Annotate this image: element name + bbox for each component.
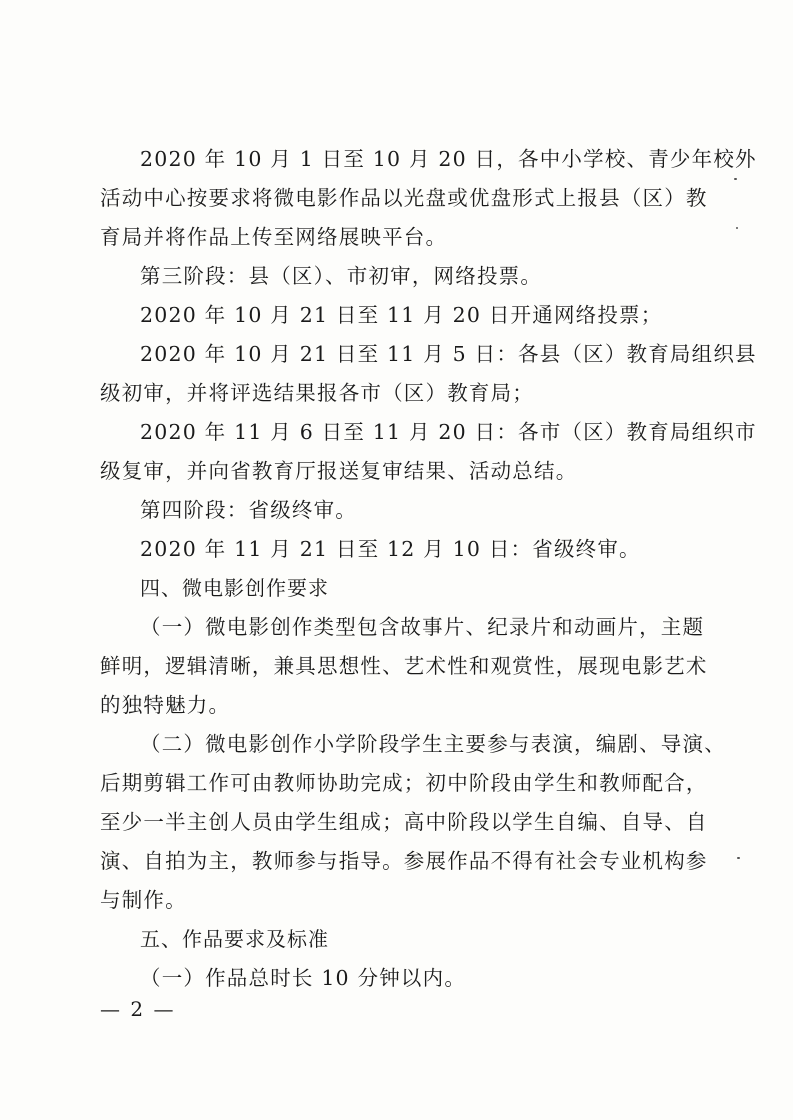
section-heading: 四、微电影创作要求: [140, 576, 329, 600]
scan-speck: [737, 857, 740, 859]
text-line: 第三阶段：县（区）、市初审，网络投票。: [140, 264, 543, 288]
text-line: 的独特魅力。: [100, 693, 231, 717]
text-line: 与制作。: [100, 888, 187, 912]
text-line: （一）微电影创作类型包含故事片、纪录片和动画片，主题: [140, 615, 705, 639]
text-line: 鲜明，逻辑清晰，兼具思想性、艺术性和观赏性，展现电影艺术: [100, 654, 708, 678]
text-line: 育局并将作品上传至网络展映平台。: [100, 225, 448, 249]
text-line: 第四阶段：省级终审。: [140, 498, 357, 522]
text-line: 级初审，并将评选结果报各市（区）教育局；: [100, 381, 534, 405]
scan-speck: [734, 178, 737, 180]
text-line: 至少一半主创人员由学生组成；高中阶段以学生自编、自导、自: [100, 810, 708, 834]
text-line: 级复审，并向省教育厅报送复审结果、活动总结。: [100, 459, 578, 483]
text-line: 后期剪辑工作可由教师协助完成；初中阶段由学生和教师配合，: [100, 771, 708, 795]
text-line: （一）作品总时长 10 分钟以内。: [140, 966, 467, 990]
text-line: 活动中心按要求将微电影作品以光盘或优盘形式上报县（区）教: [100, 186, 708, 210]
text-line: 演、自拍为主，教师参与指导。参展作品不得有社会专业机构参: [100, 849, 708, 873]
page-number: — 2 —: [100, 997, 176, 1021]
text-line: （二）微电影创作小学阶段学生主要参与表演，编剧、导演、: [140, 732, 726, 756]
section-heading: 五、作品要求及标准: [140, 927, 329, 951]
text-line: 2020 年 10 月 21 日至 11 月 20 日开通网络投票；: [140, 303, 663, 327]
text-line: 2020 年 11 月 21 日至 12 月 10 日：省级终审。: [140, 537, 641, 561]
scan-speck: [736, 227, 738, 229]
text-line: 2020 年 11 月 6 日至 11 月 20 日：各市（区）教育局组织市: [140, 420, 757, 444]
text-line: 2020 年 10 月 1 日至 10 月 20 日，各中小学校、青少年校外: [140, 147, 757, 171]
text-line: 2020 年 10 月 21 日至 11 月 5 日：各县（区）教育局组织县: [140, 342, 757, 366]
